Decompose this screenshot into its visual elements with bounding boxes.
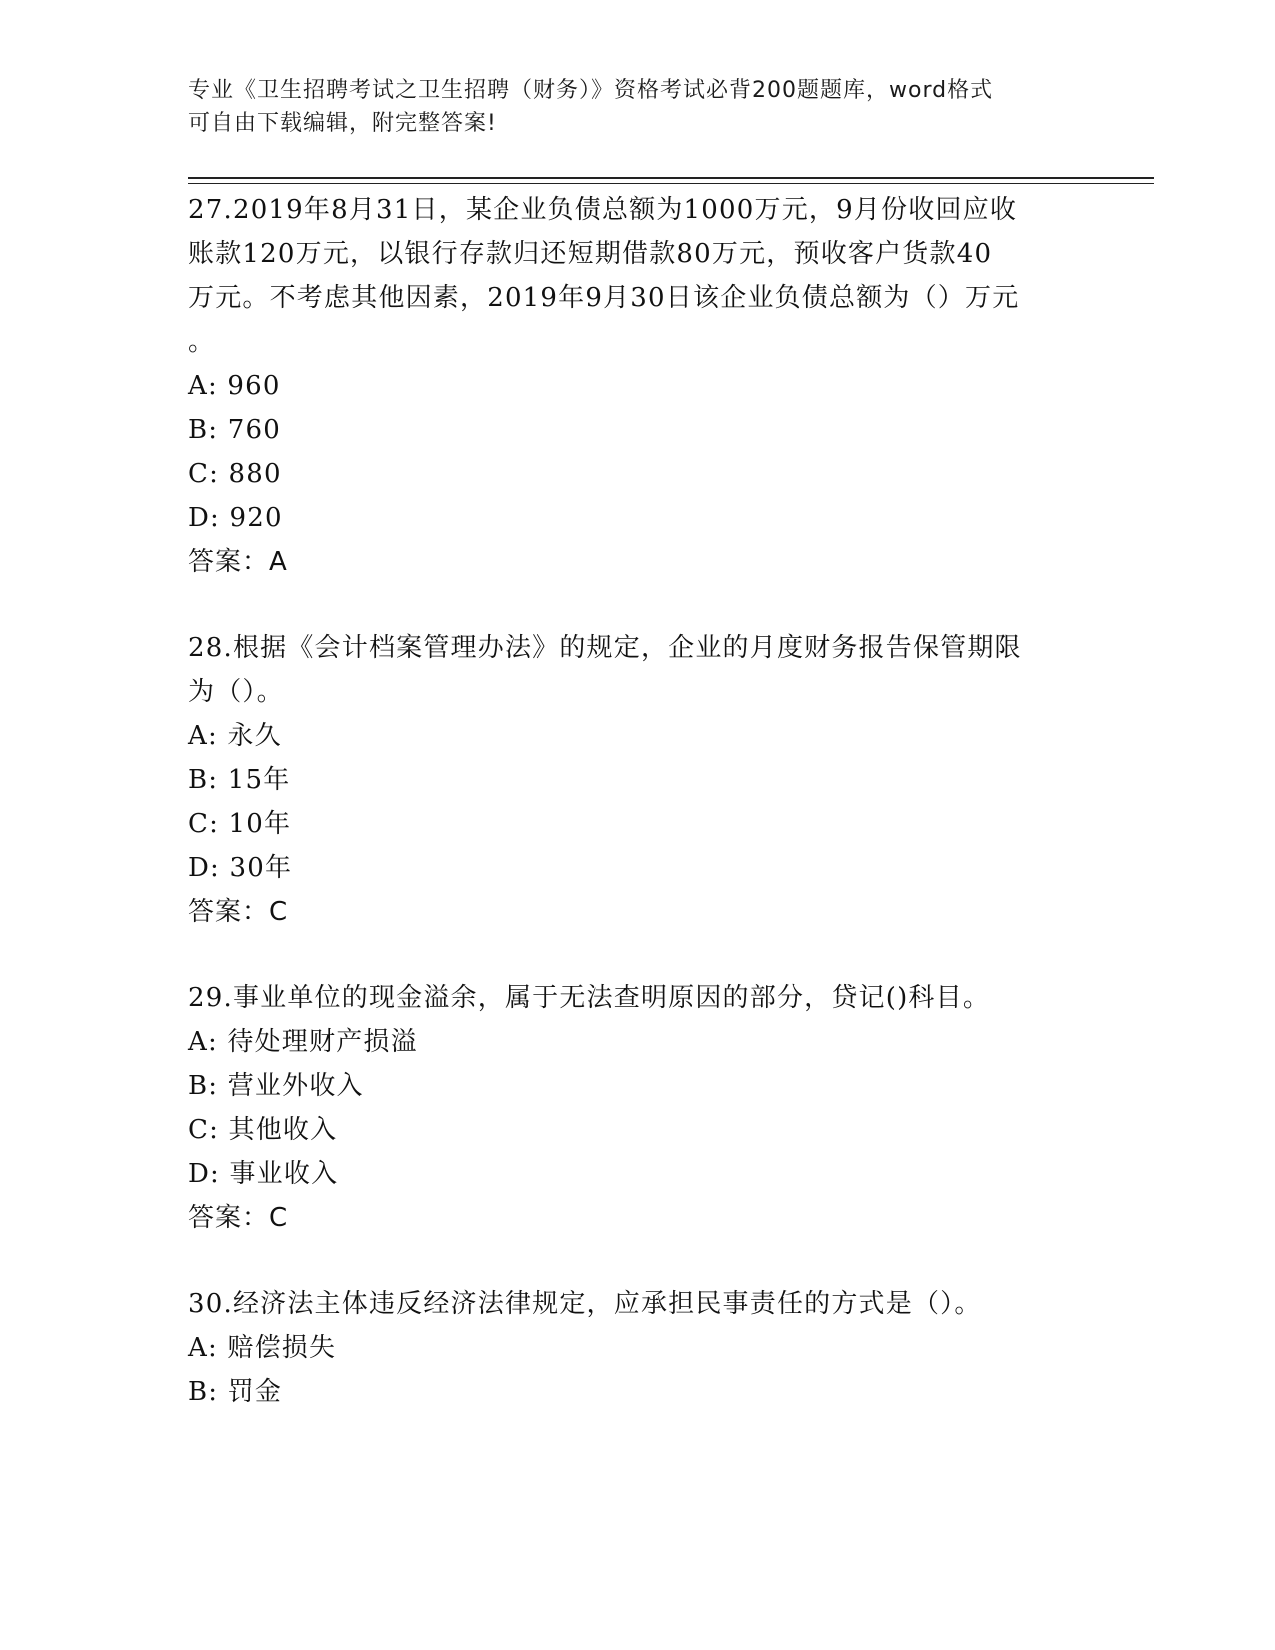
header-line-2: 可自由下载编辑，附完整答案! [188,111,497,136]
q28-stem-line-2: 为（）。 [188,677,284,707]
q28-option-a: A: 永久 [188,721,282,751]
document-header [188,74,1088,140]
q29-answer: 答案：C [188,1203,289,1233]
q29-option-d: D: 事业收入 [188,1159,339,1189]
q27-stem-line-2: 账款120万元，以银行存款归还短期借款80万元，预收客户货款40 [188,239,993,269]
q30-option-a: A: 赔偿损失 [188,1333,337,1363]
q27-stem-line-4: 。 [188,327,216,357]
q27-answer: 答案：A [188,547,288,577]
q28-stem-line-1: 28.根据《会计档案管理办法》的规定，企业的月度财务报告保管期限 [188,633,1022,663]
q28-option-c: C: 10年 [188,809,292,839]
q27-option-c: C: 880 [188,459,282,489]
q29-option-a: A: 待处理财产损溢 [188,1027,418,1057]
q27-option-a: A: 960 [188,371,281,401]
q30-stem-line-1: 30.经济法主体违反经济法律规定，应承担民事责任的方式是（）。 [188,1289,982,1319]
q27-option-d: D: 920 [188,503,283,533]
q30-option-b: B: 罚金 [188,1377,283,1407]
q27-stem-line-1: 27.2019年8月31日，某企业负债总额为1000万元，9月份收回应收 [188,195,1018,225]
q29-option-b: B: 营业外收入 [188,1071,364,1101]
q27-stem-line-3: 万元。不考虑其他因素，2019年9月30日该企业负债总额为（）万元 [188,283,1020,313]
header-line-1: 专业《卫生招聘考试之卫生招聘（财务）》资格考试必背200题题库，word格式 [188,78,994,103]
q27-option-b: B: 760 [188,415,281,445]
q28-option-b: B: 15年 [188,765,291,795]
q29-option-c: C: 其他收入 [188,1115,338,1145]
q28-answer: 答案：C [188,897,289,927]
q28-option-d: D: 30年 [188,853,293,883]
q29-stem-line-1: 29.事业单位的现金溢余，属于无法查明原因的部分，贷记()科目。 [188,983,991,1013]
header-divider-thin [188,183,1154,184]
header-divider-thick [188,177,1154,179]
